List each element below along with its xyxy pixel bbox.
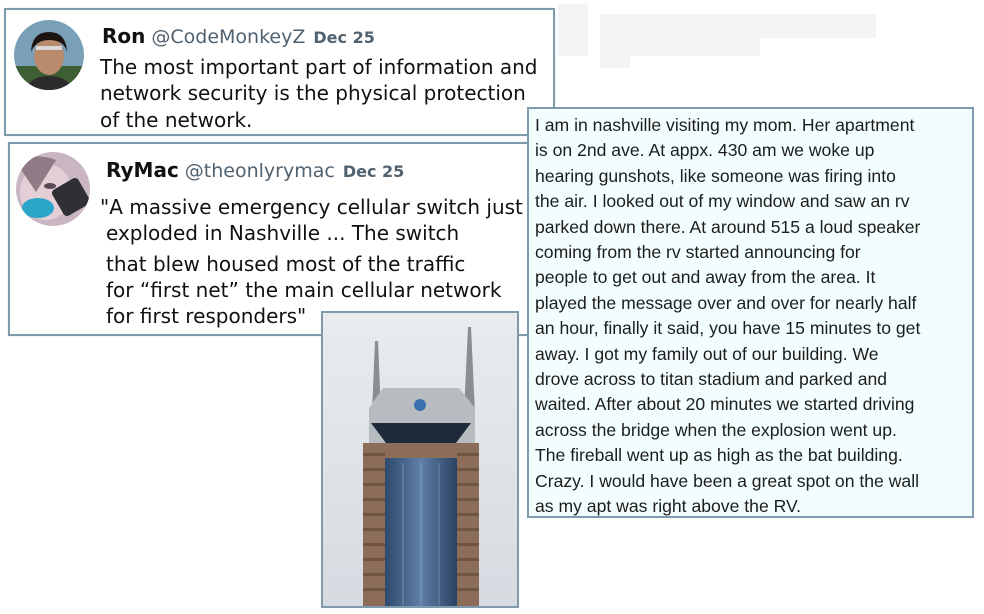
tweet-text-line: for first responders" (106, 304, 307, 328)
avatar-icon[interactable] (16, 152, 90, 226)
note-line: coming from the rv started announcing for (535, 242, 861, 263)
note-line: Crazy. I would have been a great spot on the wall (535, 470, 920, 491)
author-name[interactable]: Ron (102, 24, 146, 48)
tweet-card-ron (4, 8, 555, 136)
tweet-text-line: of the network. (100, 108, 253, 132)
tweet-date[interactable]: Dec 25 (342, 162, 405, 181)
eyewitness-note (527, 107, 974, 518)
avatar-icon[interactable] (14, 20, 84, 90)
note-line: an hour, finally it said, you have 15 minutes to get (535, 318, 921, 339)
note-line: across the bridge when the explosion went up. (535, 419, 897, 440)
note-line: the air. I looked out of my window and saw an rv (535, 191, 910, 212)
tweet-text-line: The most important part of information and (100, 55, 538, 79)
tweet-card-rymac (8, 142, 530, 336)
author-handle[interactable]: @theonlyrymac (184, 160, 335, 182)
tweet-text-line: exploded in Nashville ... The switch (106, 221, 460, 245)
tweet-date[interactable]: Dec 25 (313, 28, 375, 47)
note-line: hearing gunshots, like someone was firing into (535, 165, 896, 186)
note-line: as my apt was right above the RV. (535, 496, 802, 517)
note-line: waited. After about 20 minutes we started driving (535, 394, 915, 415)
background-artifact (600, 38, 760, 56)
tweet-text-line: for “first net” the main cellular network (106, 278, 502, 302)
tweet-text-line: that blew housed most of the traffic (106, 252, 466, 276)
building-photo (321, 311, 519, 608)
author-name[interactable]: RyMac (106, 158, 179, 182)
background-artifact (600, 14, 876, 38)
note-line: I am in nashville visiting my mom. Her apartment (535, 115, 915, 135)
background-artifact (600, 56, 630, 68)
note-line: played the message over and over for nearly half (535, 292, 917, 313)
note-line: drove across to titan stadium and parked and (535, 369, 888, 390)
tweet-text-line: "A massive emergency cellular switch just (100, 195, 523, 219)
note-line: away. I got my family out of our building. We (535, 343, 879, 364)
background-artifact (558, 4, 588, 56)
note-line: is on 2nd ave. At appx. 430 am we woke up (535, 140, 875, 161)
note-line: parked down there. At around 515 a loud speaker (535, 216, 921, 237)
tweet-header (106, 158, 404, 182)
author-handle[interactable]: @CodeMonkeyZ (151, 26, 306, 48)
note-line: The fireball went up as high as the bat building. (535, 445, 903, 466)
note-line: people to get out and away from the area. It (535, 267, 876, 288)
tweet-text-line: network security is the physical protection (100, 81, 526, 105)
tweet-header (102, 24, 375, 48)
